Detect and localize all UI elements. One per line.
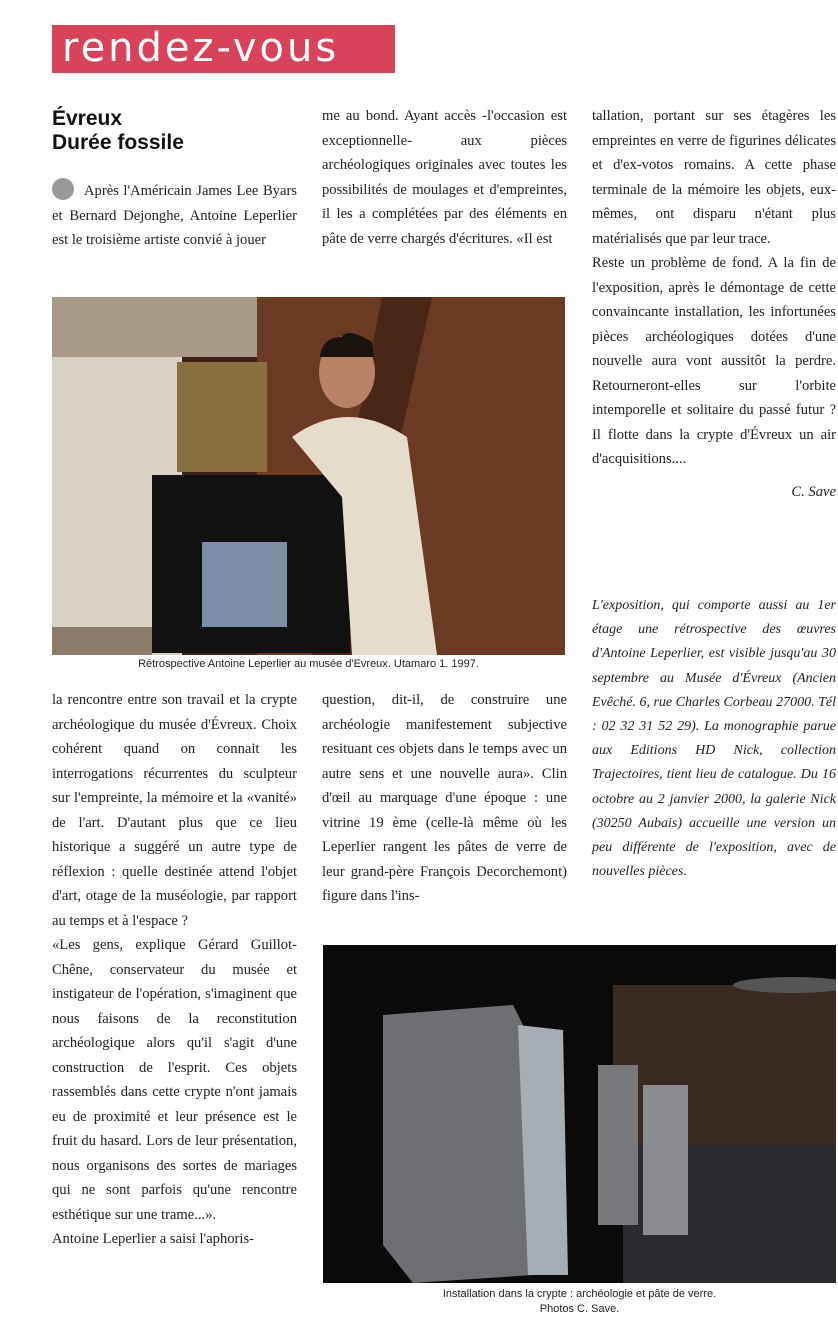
paragraph: tallation, portant sur ses étagères les empreintes en verre de figurines délicates et d'ex-votos romains. A cette phase terminale de la mémoire les objets, eux-mêmes, ont disparu n'étant plus matérialisés que par leur trace. xyxy=(592,108,836,247)
headline-city: Évreux xyxy=(52,107,123,130)
headline xyxy=(52,107,302,155)
column-1-bottom xyxy=(52,688,297,1252)
photo-artist-portrait xyxy=(52,297,565,655)
photo-credit: Photos C. Save. xyxy=(539,1303,620,1315)
crypt-photo-image xyxy=(323,945,836,1283)
paragraph: me au bond. Ayant accès -l'occasion est exceptionnelle- aux pièces archéologiques originales avec toutes les possibilités de moulages et d'empreintes, il les a complétées par des éléments en pâte de verre chargés d'écritures. «Il est xyxy=(322,108,567,247)
info-text: L'exposition, qui comporte aussi au 1er étage une rétrospective des œuvres d'Antoine Leperlier, est visible jusqu'au 30 septembre au Musée d'Évreux (Ancien Evêché. 6, rue Charles Corbeau 27000. Tél : 02 32 31 52 29). La monographie parue aux Editions HD Nick, collection Trajectoires, tient lieu de catalogue. Du 16 octobre au 2 janvier 2000, la galerie Nick (30250 Aubais) accueille une version un peu différente de l'exposition, avec de nouvelles pièces. xyxy=(592,598,836,880)
paragraph: Antoine Leperlier a saisi l'aphoris- xyxy=(52,1231,255,1247)
column-2-bottom xyxy=(322,688,567,909)
photo2-caption-line: Installation dans la crypte : archéologie et pâte de verre. xyxy=(442,1288,717,1300)
column-1-top xyxy=(52,178,297,253)
signature: C. Save xyxy=(791,483,836,500)
photo2-caption xyxy=(323,1287,836,1317)
paragraph: Reste un problème de fond. A la fin de l'exposition, après le démontage de cette convaincante installation, les infortunées pièces archéologiques dotées d'une nouvelle aura vont aussitôt la perdre. Retourneront-elles sur l'orbite intemporelle et solitaire du passé futur ? Il flotte dans la crypte d'Évreux un air d'acquisitions.... xyxy=(592,255,836,467)
intro-text: Après l'Américain James Lee Byars et Bernard Dejonghe, Antoine Leperlier est le troisième artiste convié à jouer xyxy=(52,183,297,248)
headline-title: Durée fossile xyxy=(52,131,184,154)
artist-photo-image xyxy=(52,297,565,655)
paragraph: question, dit-il, de construire une archéologie manifestement subjective resituant ces objets dans le temps avec un autre sens et une nouvelle aura». Clin d'œil au marquage d'une époque : une vitrine 19 ème (celle-là même où les Leperlier rangent les pâtes de verre de leur grand-père François Decorchemont) figure dans l'ins- xyxy=(322,692,567,904)
paragraph: «Les gens, explique Gérard Guillot-Chêne, conservateur du musée et instigateur de l'opération, s'imaginent que nous faisons de la reconstitution archéologique alors qu'il s'agit d'une construction de l'esprit. Ces objets rassemblés dans cette crypte n'ont jamais eu de proximité et leur présence est le fruit du hasard. Lors de leur présentation, nous organisons des sortes de mariages qui ne sont parfois qu'une rencontre esthétique sur une trame...». xyxy=(52,937,297,1223)
info-box xyxy=(592,594,836,884)
photo-crypt-installation xyxy=(323,945,836,1283)
column-2-top xyxy=(322,104,567,251)
section-banner: rendez-vous xyxy=(52,25,395,73)
bullet-dot-icon xyxy=(52,178,74,200)
column-3-top xyxy=(592,104,836,504)
photo1-caption: Rétrospective Antoine Leperlier au musée d'Evreux. Utamaro 1. 1997. xyxy=(138,658,479,670)
paragraph: la rencontre entre son travail et la crypte archéologique du musée d'Évreux. Choix cohérent quand on connait les interrogations récurrentes du sculpteur sur l'empreinte, la mémoire et la «vanité» de l'art. D'autant plus que ce lieu historique a suggéré un autre type de réflexion : quelle destinée attend l'objet d'art, otage de la muséologie, par rapport au temps et à l'espace ? xyxy=(52,692,297,929)
